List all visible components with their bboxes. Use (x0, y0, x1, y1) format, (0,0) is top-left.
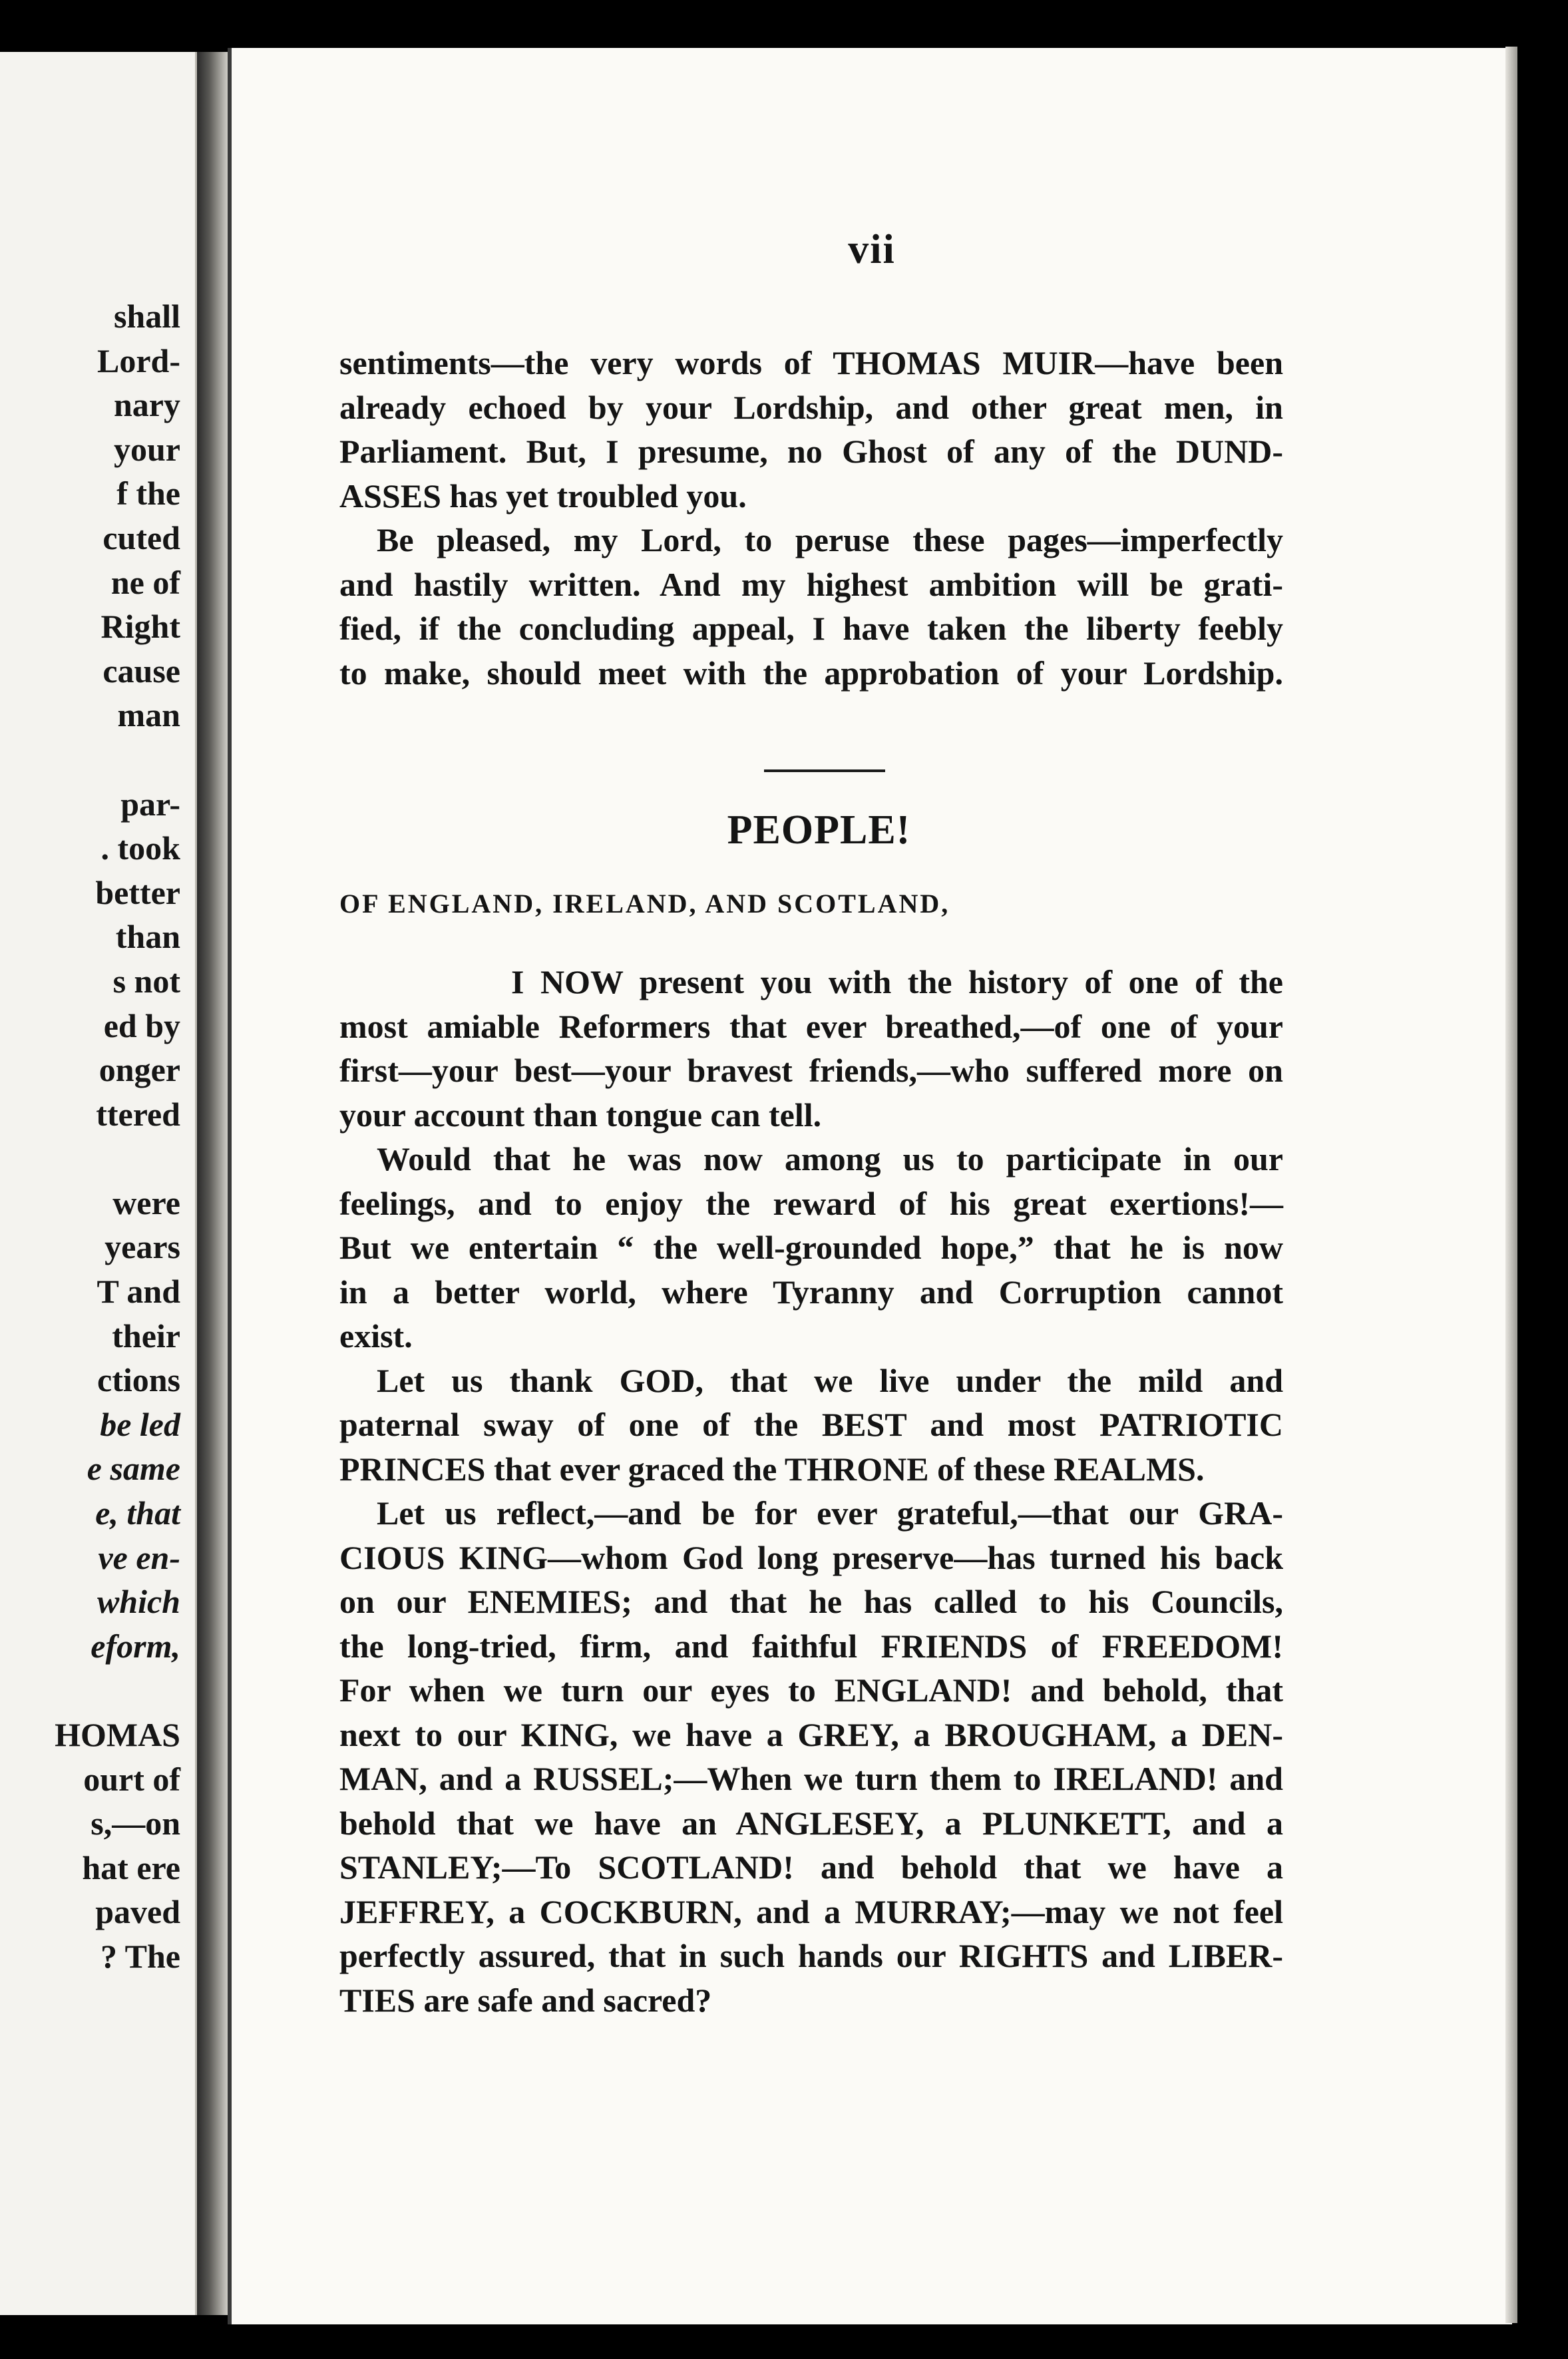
text-line: Let us reflect,—and be for ever grateful,—that our GRA- (377, 1494, 1283, 1532)
text-line: MAN, and a RUSSEL;—When we turn them to IRELAND! and (339, 1760, 1283, 1797)
text-line: PRINCES that ever graced the THRONE of these REALMS. (339, 1450, 1205, 1488)
facing-page-line: ourt of (83, 1760, 180, 1798)
facing-page-gap (0, 1136, 180, 1181)
text-line: ASSES has yet troubled you. (339, 477, 747, 515)
text-line: feelings, and to enjoy the reward of his great exertions!— (339, 1184, 1283, 1222)
paragraph-2 (339, 518, 1283, 695)
facing-page-line: were (112, 1183, 180, 1221)
text-line: on our ENEMIES; and that he has called to his Councils, (339, 1583, 1283, 1620)
facing-page-line: ttered (96, 1095, 180, 1133)
text-line: Would that he was now among us to participate in our (377, 1140, 1283, 1178)
facing-page-line: which (97, 1583, 180, 1621)
text-line: JEFFREY, a COCKBURN, and a MURRAY;—may we not feel (339, 1892, 1283, 1930)
text-line: to make, should meet with the approbation of your Lordship. (339, 654, 1283, 692)
text-line: paternal sway of one of the BEST and most PATRIOTIC (339, 1406, 1283, 1443)
facing-page-line: paved (95, 1893, 180, 1931)
facing-page-gap (0, 738, 180, 782)
page-edge (1505, 47, 1517, 2323)
facing-page-line: better (95, 873, 180, 911)
text-line: next to our KING, we have a GREY, a BROUGHAM, a DEN- (339, 1715, 1283, 1753)
facing-page-line: Lord- (97, 341, 180, 379)
facing-page-line: ne of (110, 563, 180, 601)
text-line: the long-tried, firm, and faithful FRIENDS of FREEDOM! (339, 1627, 1283, 1665)
facing-page-line: ? The (100, 1937, 180, 1975)
text-line: TIES are safe and sacred? (339, 1981, 712, 2019)
facing-page-line: s,—on (91, 1805, 180, 1842)
text-line: But we entertain “ the well-grounded hope,” that he is now (339, 1229, 1283, 1266)
text-line: CIOUS KING—whom God long preserve—has turned his back (339, 1538, 1283, 1576)
text-line: most amiable Reformers that ever breathed,—of one of your (339, 1007, 1283, 1045)
facing-page-line: eform, (91, 1627, 180, 1665)
paragraph-4 (339, 1137, 1283, 1359)
facing-page-line: cuted (102, 519, 180, 556)
facing-page-left (0, 52, 197, 2315)
facing-page-line: par- (120, 785, 180, 823)
text-line: perfectly assured, that in such hands our RIGHTS and LIBER- (339, 1937, 1283, 1974)
facing-page-line: . took (100, 829, 180, 867)
paragraph-5 (339, 1359, 1283, 1492)
text-line: For when we turn our eyes to ENGLAND! and behold, that (339, 1671, 1283, 1709)
facing-page-line: Right (100, 608, 180, 646)
facing-page-line: s not (112, 962, 180, 1000)
facing-page-line: T and (97, 1273, 180, 1311)
address-body (339, 960, 1283, 2022)
text-line: I NOW present you with the history of one of the (511, 963, 1283, 1000)
facing-page-line: hat ere (82, 1848, 180, 1886)
facing-page-text (0, 294, 180, 1979)
facing-page-line: years (104, 1228, 180, 1266)
facing-page-line: e, that (95, 1494, 180, 1532)
facing-page-line: ctions (97, 1361, 180, 1399)
text-line: Let us thank GOD, that we live under the mild and (377, 1361, 1283, 1399)
facing-page-line: ve en- (98, 1538, 180, 1576)
page-vii (228, 48, 1512, 2324)
section-heading: PEOPLE! (727, 807, 911, 853)
facing-page-line: onger (98, 1051, 180, 1089)
text-line: first—your best—your bravest friends,—who suffered more on (339, 1052, 1283, 1089)
book-gutter (197, 52, 228, 2315)
facing-page-gap (0, 1668, 180, 1713)
facing-page-line: man (117, 696, 180, 734)
facing-page-line: than (115, 918, 180, 956)
page-number: vii (848, 227, 896, 272)
text-line: in a better world, where Tyranny and Corruption cannot (339, 1273, 1283, 1311)
text-line: behold that we have an ANGLESEY, a PLUNKETT, and a (339, 1804, 1283, 1842)
facing-page-line: be led (100, 1405, 180, 1443)
text-line: STANLEY;—To SCOTLAND! and behold that we have a (339, 1848, 1283, 1886)
facing-page-line: e same (87, 1450, 180, 1488)
text-line: fied, if the concluding appeal, I have taken the liberty feebly (339, 610, 1283, 647)
facing-page-line: your (114, 430, 180, 468)
text-line: already echoed by your Lordship, and other great men, in (339, 388, 1283, 426)
facing-page-line: cause (102, 652, 180, 690)
facing-page-line: f the (116, 475, 180, 513)
section-divider (764, 769, 885, 772)
text-line: Parliament. But, I presume, no Ghost of any of the DUND- (339, 433, 1283, 470)
facing-page-line: ed by (103, 1006, 180, 1044)
facing-page-line: shall (113, 298, 180, 335)
paragraph-1 (339, 341, 1283, 518)
paragraph-3 (339, 960, 1283, 1137)
text-line: and hastily written. And my highest ambition will be grati- (339, 565, 1283, 603)
paragraph-6 (339, 1491, 1283, 2022)
section-subheading: OF ENGLAND, IRELAND, AND SCOTLAND, (339, 889, 950, 919)
text-line: Be pleased, my Lord, to peruse these pages—imperfectly (377, 521, 1283, 558)
text-line: exist. (339, 1317, 413, 1355)
text-line: sentiments—the very words of THOMAS MUIR—have been (339, 344, 1283, 381)
facing-page-line: their (112, 1317, 180, 1355)
facing-page-line: HOMAS (55, 1716, 180, 1753)
text-line: your account than tongue can tell. (339, 1096, 822, 1134)
opening-paragraphs (339, 341, 1283, 695)
facing-page-line: nary (114, 386, 180, 424)
